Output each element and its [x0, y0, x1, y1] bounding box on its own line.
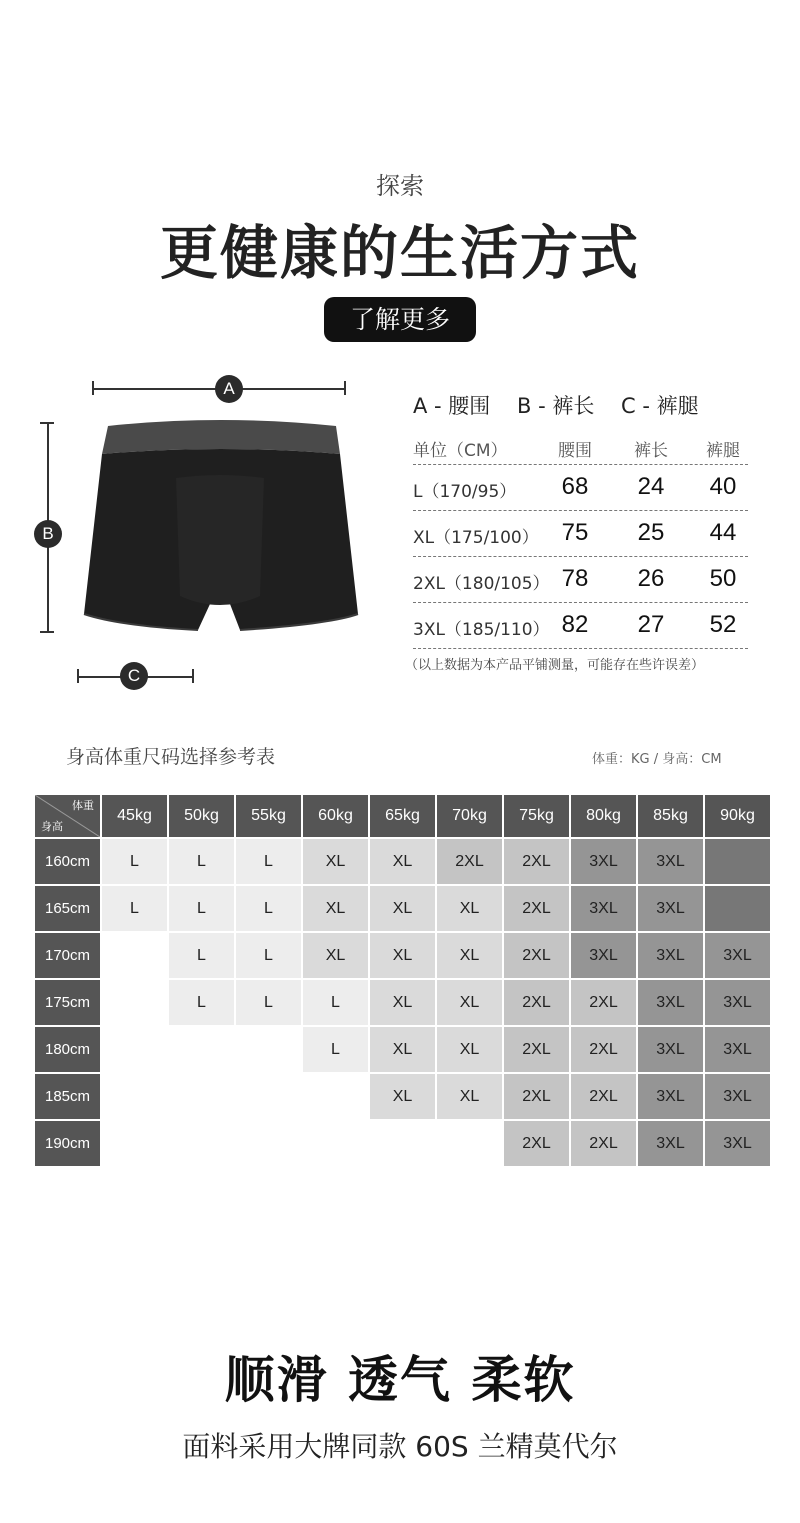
reference-unit: 体重：KG / 身高：CM [592, 752, 722, 767]
leg-value: 52 [709, 611, 737, 638]
header-unit: 单位（CM） [413, 441, 508, 461]
size-cell: 2XL [503, 885, 570, 932]
leg-value: 40 [709, 473, 737, 500]
measurement-legend [413, 390, 753, 420]
weight-header: 50kg [168, 794, 235, 838]
size-cell: XL [369, 979, 436, 1026]
size-label: 2XL（180/105） [413, 574, 550, 594]
size-cell: 2XL [503, 1073, 570, 1120]
height-header: 180cm [34, 1026, 101, 1073]
page-headline: 更健康的生活方式 [159, 219, 640, 287]
dimension-c-tick-left [77, 669, 79, 683]
size-label: 3XL（185/110） [413, 620, 550, 640]
size-cell: 3XL [570, 932, 637, 979]
size-cell [302, 1120, 369, 1167]
size-cell [168, 1120, 235, 1167]
weight-header: 85kg [637, 794, 704, 838]
size-cell: 2XL [503, 1026, 570, 1073]
size-cell: XL [436, 1073, 503, 1120]
reference-title: 身高体重尺码选择参考表 [66, 746, 276, 768]
size-cell: XL [436, 979, 503, 1026]
dimension-b-tick-bottom [40, 631, 54, 633]
size-cell: L [168, 979, 235, 1026]
size-cell [235, 1073, 302, 1120]
waist-value: 82 [561, 611, 589, 638]
table-row [413, 557, 748, 603]
size-cell: L [235, 885, 302, 932]
size-cell [101, 979, 168, 1026]
weight-header: 70kg [436, 794, 503, 838]
size-cell: L [101, 885, 168, 932]
length-value: 24 [637, 473, 665, 500]
size-cell: L [235, 932, 302, 979]
weight-header: 90kg [704, 794, 771, 838]
measurement-note: （以上数据为本产品平铺测量，可能存在些许误差） [405, 658, 705, 673]
size-cell [101, 1073, 168, 1120]
dimension-a-tick-right [344, 381, 346, 395]
size-cell: L [302, 1026, 369, 1073]
size-cell [235, 1120, 302, 1167]
size-table [413, 428, 748, 649]
height-header: 190cm [34, 1120, 101, 1167]
legend-waist: A - 腰围 [413, 394, 491, 418]
size-cell: XL [302, 885, 369, 932]
size-cell: 3XL [637, 1073, 704, 1120]
size-reference-grid [34, 794, 771, 1168]
height-header: 165cm [34, 885, 101, 932]
size-cell: 3XL [704, 1120, 771, 1167]
size-cell: 2XL [570, 979, 637, 1026]
size-cell [704, 885, 771, 932]
size-cell: 3XL [637, 885, 704, 932]
size-label: L（170/95） [413, 482, 517, 502]
size-cell: XL [436, 932, 503, 979]
size-cell: 2XL [503, 838, 570, 885]
size-cell [302, 1073, 369, 1120]
size-cell: 3XL [704, 932, 771, 979]
size-cell: 2XL [570, 1120, 637, 1167]
size-cell: L [168, 932, 235, 979]
leg-value: 44 [709, 519, 737, 546]
size-table-header [413, 428, 748, 465]
dimension-b-tick-top [40, 422, 54, 424]
table-row [413, 511, 748, 557]
explore-label: 探索 [376, 172, 424, 200]
size-cell: XL [302, 838, 369, 885]
size-cell [369, 1120, 436, 1167]
size-label: XL（175/100） [413, 528, 539, 548]
size-cell [168, 1026, 235, 1073]
size-cell: L [235, 838, 302, 885]
tagline: 顺滑 透气 柔软 [224, 1351, 576, 1409]
size-cell: 2XL [503, 932, 570, 979]
size-cell: XL [369, 885, 436, 932]
size-cell: XL [369, 1073, 436, 1120]
size-cell: L [101, 838, 168, 885]
size-cell: 3XL [704, 1073, 771, 1120]
size-cell: 2XL [503, 979, 570, 1026]
weight-header: 60kg [302, 794, 369, 838]
size-cell: L [302, 979, 369, 1026]
size-cell: 3XL [637, 979, 704, 1026]
size-cell: 3XL [637, 1120, 704, 1167]
dimension-b-badge: B [34, 520, 62, 548]
waist-value: 75 [561, 519, 589, 546]
legend-length: B - 裤长 [516, 394, 595, 418]
size-cell: L [235, 979, 302, 1026]
size-cell [101, 1026, 168, 1073]
weight-header: 75kg [503, 794, 570, 838]
table-row [413, 465, 748, 511]
weight-header: 65kg [369, 794, 436, 838]
header-leg: 裤腿 [706, 441, 740, 461]
size-cell [168, 1073, 235, 1120]
length-value: 27 [637, 611, 665, 638]
header-waist: 腰围 [558, 441, 592, 461]
waist-value: 68 [561, 473, 589, 500]
size-cell: 3XL [570, 885, 637, 932]
size-cell: 3XL [637, 838, 704, 885]
fabric-description: 面料采用大牌同款 60S 兰精莫代尔 [182, 1430, 618, 1463]
size-cell: XL [436, 885, 503, 932]
size-cell: 3XL [637, 932, 704, 979]
size-cell: L [168, 838, 235, 885]
size-cell: XL [369, 932, 436, 979]
size-cell: XL [369, 838, 436, 885]
corner-height-label: 身高 [41, 821, 63, 833]
length-value: 25 [637, 519, 665, 546]
size-cell: XL [436, 1026, 503, 1073]
size-cell [704, 838, 771, 885]
size-cell: 3XL [704, 1026, 771, 1073]
size-cell [101, 1120, 168, 1167]
length-value: 26 [637, 565, 665, 592]
height-header: 185cm [34, 1073, 101, 1120]
dimension-a-badge: A [215, 375, 243, 403]
height-header: 175cm [34, 979, 101, 1026]
learn-more-button[interactable]: 了解更多 [324, 297, 476, 342]
weight-header: 55kg [235, 794, 302, 838]
size-cell [101, 932, 168, 979]
legend-leg: C - 裤腿 [621, 394, 699, 418]
grid-corner [34, 794, 101, 838]
size-cell: 3XL [637, 1026, 704, 1073]
size-cell: 3XL [570, 838, 637, 885]
size-cell: L [168, 885, 235, 932]
size-cell: 2XL [570, 1073, 637, 1120]
dimension-c-badge: C [120, 662, 148, 690]
size-cell [436, 1120, 503, 1167]
header-length: 裤长 [634, 441, 668, 461]
size-cell: 2XL [503, 1120, 570, 1167]
corner-weight-label: 体重 [72, 800, 94, 812]
height-header: 160cm [34, 838, 101, 885]
boxer-brief-image [80, 418, 360, 638]
height-header: 170cm [34, 932, 101, 979]
weight-header: 80kg [570, 794, 637, 838]
dimension-a-tick-left [92, 381, 94, 395]
size-cell: 3XL [704, 979, 771, 1026]
weight-header: 45kg [101, 794, 168, 838]
table-row [413, 603, 748, 649]
size-cell: 2XL [436, 838, 503, 885]
size-cell: XL [369, 1026, 436, 1073]
size-cell: 2XL [570, 1026, 637, 1073]
size-cell: XL [302, 932, 369, 979]
waist-value: 78 [561, 565, 589, 592]
leg-value: 50 [709, 565, 737, 592]
dimension-c-tick-right [192, 669, 194, 683]
size-cell [235, 1026, 302, 1073]
